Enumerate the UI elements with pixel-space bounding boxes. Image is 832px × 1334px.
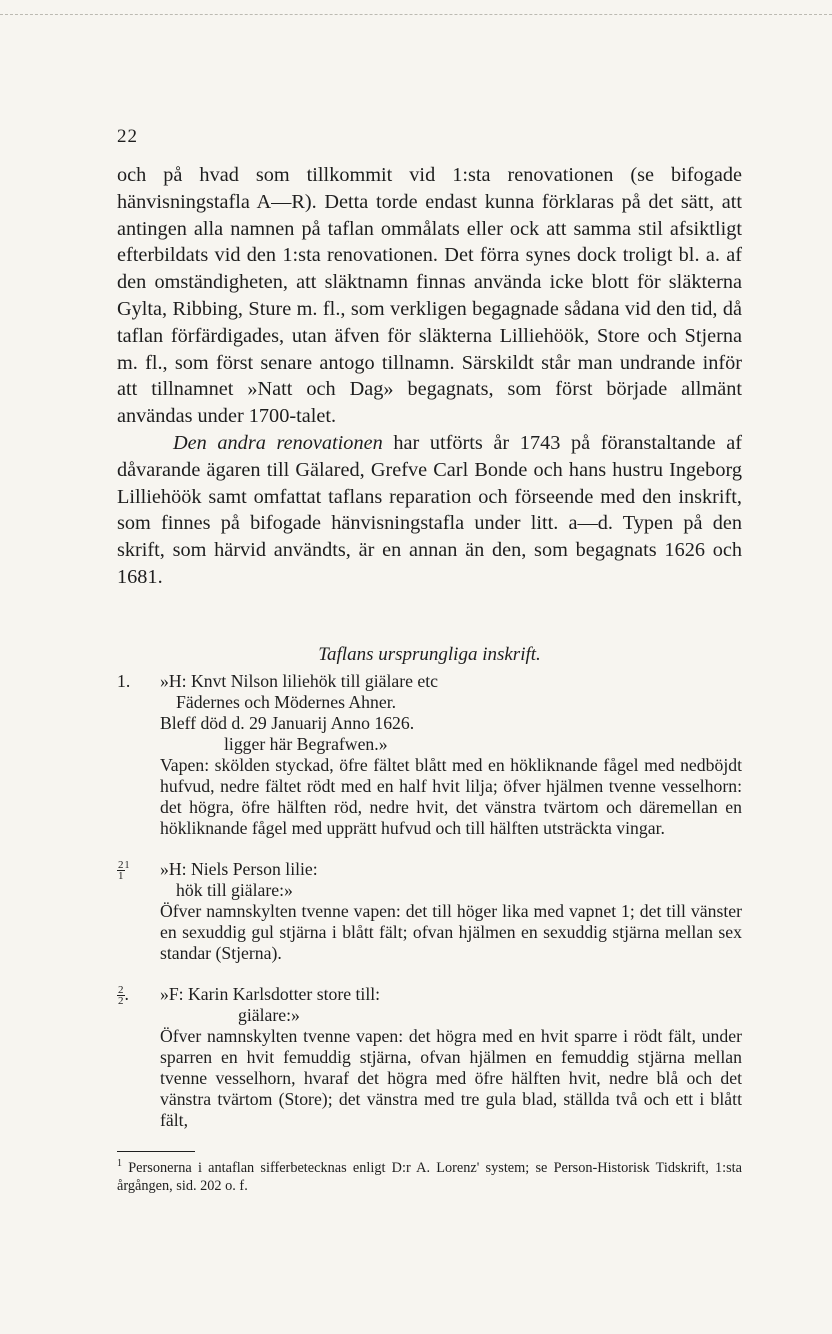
footnote-mark: 1 <box>117 1158 122 1170</box>
paragraph-2-italic-lead: Den andra renovationen <box>173 431 383 454</box>
inscription-line: »H: Knvt Nilson liliehök till giälare etc <box>160 671 439 691</box>
body-text <box>117 162 742 591</box>
fraction-numerator: 2 <box>118 859 124 872</box>
entry-description: Öfver namnskylten tvenne vapen: det till höger lika med vapnet 1; det till vänster en sexuddig gul stjärna i blått fält; ofvan hjälmen en sexuddig stjärna mellan sex standar (Stjerna). <box>160 901 742 963</box>
inscription-line: hök till giälare:» <box>176 880 293 900</box>
entry-fraction <box>117 985 125 1006</box>
entry-number: $\frac{2}{2}$ . <box>118 984 129 1008</box>
fraction-denominator: 1 <box>118 870 124 883</box>
inscription-line: Bleff död d. 29 Januarij Anno 1626. <box>160 713 415 733</box>
top-page-rule <box>0 14 832 15</box>
footnote-text: Personerna i antaflan sifferbetecknas enligt D:r A. Lorenz' system; se Person-Historisk Tidskrift, 1:sta årgången, sid. 202 o. f. <box>117 1160 742 1194</box>
paragraph-1: och på hvad som tillkommit vid 1:sta renovationen (se bifogade hänvisningstafla A—R). Detta torde endast kunna förklaras på det sätt, att antingen alla namnen på taflan ommålats eller ock att samma stil afsiktligt efterbildats vid den 1:sta renovationen. Det förra synes dock troligt bl. a. af den omständigheten, att släktnamn finnas använda icke blott för släkterna Gylta, Ribbing, Sture m. fl., som verkligen begagnade sådana vid den tid, då taflan förfärdigades, utan äfven för släkterna Lilliehöök, Store och Stjerna m. fl., som först senare antogo tillnamn. Särskildt står man undrande inför att tillnamnet »Natt och Dag» begagnats, som först började allmänt användas under 1700-talet. <box>117 164 742 428</box>
entry-description: Öfver namnskylten tvenne vapen: det högra med en hvit sparre i rödt fält, under sparren en hvit femuddig stjärna, ofvan hjälmen en femuddig stjärna mellan tvenne vesselhorn, hvaraf det högra med öfre hälften hvit, nedre blå och det vänstra tvärtom (Store); det vänstra med tre gula blad, ställda två och ett i blått fält, <box>160 1026 742 1130</box>
paragraph-2-text: har utförts år 1743 på föranstaltande af dåvarande ägaren till Gälared, Grefve Carl Bonde och hans hustru Ingeborg Lilliehöök samt omfattat taflans reparation och förseende med den inskrift, som finnes på bifogade hänvisningstafla under litt. a—d. Typen på den skrift, som härvid användts, är en annan än den, som begagnats 1626 och 1681. <box>117 431 742 588</box>
entry-1 <box>117 671 742 839</box>
paragraph-2 <box>117 430 742 591</box>
section-heading: Taflans ursprungliga inskrift. <box>318 644 541 665</box>
fraction-numerator: 2 <box>118 984 124 997</box>
page-number: 22 <box>117 126 138 147</box>
footnote-rule <box>117 1151 195 1152</box>
footnote-mark: 1 <box>124 860 130 872</box>
entry-2-1 <box>117 859 742 964</box>
entry-2-2 <box>117 984 742 1131</box>
entry-number: 1. <box>117 671 131 691</box>
inscription-line: giälare:» <box>238 1005 300 1025</box>
fraction-denominator: 2 <box>118 995 124 1008</box>
inscription-entries <box>117 671 742 1151</box>
inscription-line: ligger här Begrafwen.» <box>224 734 388 754</box>
inscription-line: Fädernes och Mödernes Ahner. <box>176 692 397 712</box>
entry-description: Vapen: skölden styckad, öfre fältet blått med en hökliknande fågel med nedböjdt hufvud, nedre fältet rödt med en half hvit lilja; öfver hjälmen tvenne vesselhorn: det högra, öfre hälften röd, nedre hvit, det vänstra tvärtom och däremellan en hökliknande fågel med upprätt hufvud och till hälften utsträckta vingar. <box>160 755 742 838</box>
footnote <box>117 1159 742 1195</box>
entry-number <box>117 859 130 881</box>
inscription-line: »F: Karin Karlsdotter store till: <box>160 984 381 1004</box>
entry-fraction <box>117 860 125 881</box>
inscription-line: »H: Niels Person lilie: <box>160 859 318 879</box>
